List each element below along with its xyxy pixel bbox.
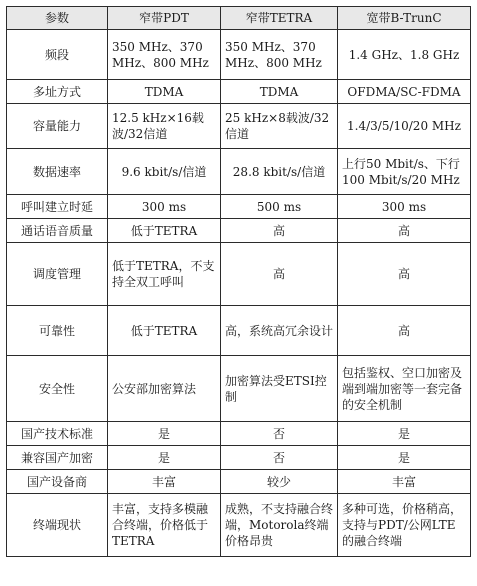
row-label: 国产技术标准 xyxy=(7,422,108,446)
table-row xyxy=(7,243,471,306)
cell-btrunc: 丰富 xyxy=(338,470,471,494)
cell-btrunc: 包括鉴权、空口加密及端到端加密等一套完备的安全机制 xyxy=(338,356,471,422)
cell-tetra: 否 xyxy=(221,422,338,446)
cell-btrunc: 是 xyxy=(338,446,471,470)
cell-btrunc: OFDMA/SC-FDMA xyxy=(338,80,471,104)
cell-tetra: 高 xyxy=(221,219,338,243)
row-label: 容量能力 xyxy=(7,104,108,149)
cell-tetra: 较少 xyxy=(221,470,338,494)
row-label: 国产设备商 xyxy=(7,470,108,494)
table-row xyxy=(7,306,471,356)
cell-pdt: 丰富 xyxy=(108,470,221,494)
cell-btrunc: 1.4/3/5/10/20 MHz xyxy=(338,104,471,149)
header-btrunc: 宽带B-TrunC xyxy=(338,7,471,30)
cell-tetra: 350 MHz、370 MHz、800 MHz xyxy=(221,30,338,80)
cell-btrunc: 1.4 GHz、1.8 GHz xyxy=(338,30,471,80)
cell-pdt: 是 xyxy=(108,446,221,470)
cell-pdt: 低于TETRA xyxy=(108,219,221,243)
table-row xyxy=(7,30,471,80)
cell-pdt: 350 MHz、370 MHz、800 MHz xyxy=(108,30,221,80)
table-row xyxy=(7,356,471,422)
cell-tetra: 否 xyxy=(221,446,338,470)
cell-pdt: TDMA xyxy=(108,80,221,104)
cell-tetra: TDMA xyxy=(221,80,338,104)
table-row xyxy=(7,470,471,494)
header-param: 参数 xyxy=(7,7,108,30)
cell-tetra: 500 ms xyxy=(221,195,338,219)
row-label: 通话语音质量 xyxy=(7,219,108,243)
row-label: 安全性 xyxy=(7,356,108,422)
cell-tetra: 成熟，不支持融合终端，Motorola终端价格昂贵 xyxy=(221,494,338,557)
table-row xyxy=(7,149,471,195)
row-label: 数据速率 xyxy=(7,149,108,195)
cell-pdt: 是 xyxy=(108,422,221,446)
row-label: 频段 xyxy=(7,30,108,80)
cell-pdt: 低于TETRA，不支持全双工呼叫 xyxy=(108,243,221,306)
table-row xyxy=(7,494,471,557)
cell-btrunc: 高 xyxy=(338,243,471,306)
cell-btrunc: 高 xyxy=(338,219,471,243)
table-row xyxy=(7,422,471,446)
cell-tetra: 高，系统高冗余设计 xyxy=(221,306,338,356)
cell-btrunc: 上行50 Mbit/s、下行100 Mbit/s/20 MHz xyxy=(338,149,471,195)
table-row xyxy=(7,104,471,149)
header-pdt: 窄带PDT xyxy=(108,7,221,30)
cell-btrunc: 是 xyxy=(338,422,471,446)
cell-btrunc: 高 xyxy=(338,306,471,356)
cell-pdt: 公安部加密算法 xyxy=(108,356,221,422)
row-label: 可靠性 xyxy=(7,306,108,356)
table-header-row xyxy=(7,7,471,30)
cell-btrunc: 300 ms xyxy=(338,195,471,219)
table-row xyxy=(7,195,471,219)
cell-pdt: 300 ms xyxy=(108,195,221,219)
comparison-table xyxy=(6,6,471,557)
header-tetra: 窄带TETRA xyxy=(221,7,338,30)
table-row xyxy=(7,219,471,243)
cell-pdt: 低于TETRA xyxy=(108,306,221,356)
row-label: 调度管理 xyxy=(7,243,108,306)
cell-tetra: 加密算法受ETSI控制 xyxy=(221,356,338,422)
cell-tetra: 25 kHz×8载波/32信道 xyxy=(221,104,338,149)
table-row xyxy=(7,446,471,470)
cell-btrunc: 多种可选，价格稍高，支持与PDT/公网LTE的融合终端 xyxy=(338,494,471,557)
cell-pdt: 丰富，支持多模融合终端，价格低于TETRA xyxy=(108,494,221,557)
row-label: 多址方式 xyxy=(7,80,108,104)
row-label: 呼叫建立时延 xyxy=(7,195,108,219)
table-row xyxy=(7,80,471,104)
cell-pdt: 12.5 kHz×16载波/32信道 xyxy=(108,104,221,149)
row-label: 兼容国产加密 xyxy=(7,446,108,470)
cell-tetra: 高 xyxy=(221,243,338,306)
cell-pdt: 9.6 kbit/s/信道 xyxy=(108,149,221,195)
cell-tetra: 28.8 kbit/s/信道 xyxy=(221,149,338,195)
row-label: 终端现状 xyxy=(7,494,108,557)
